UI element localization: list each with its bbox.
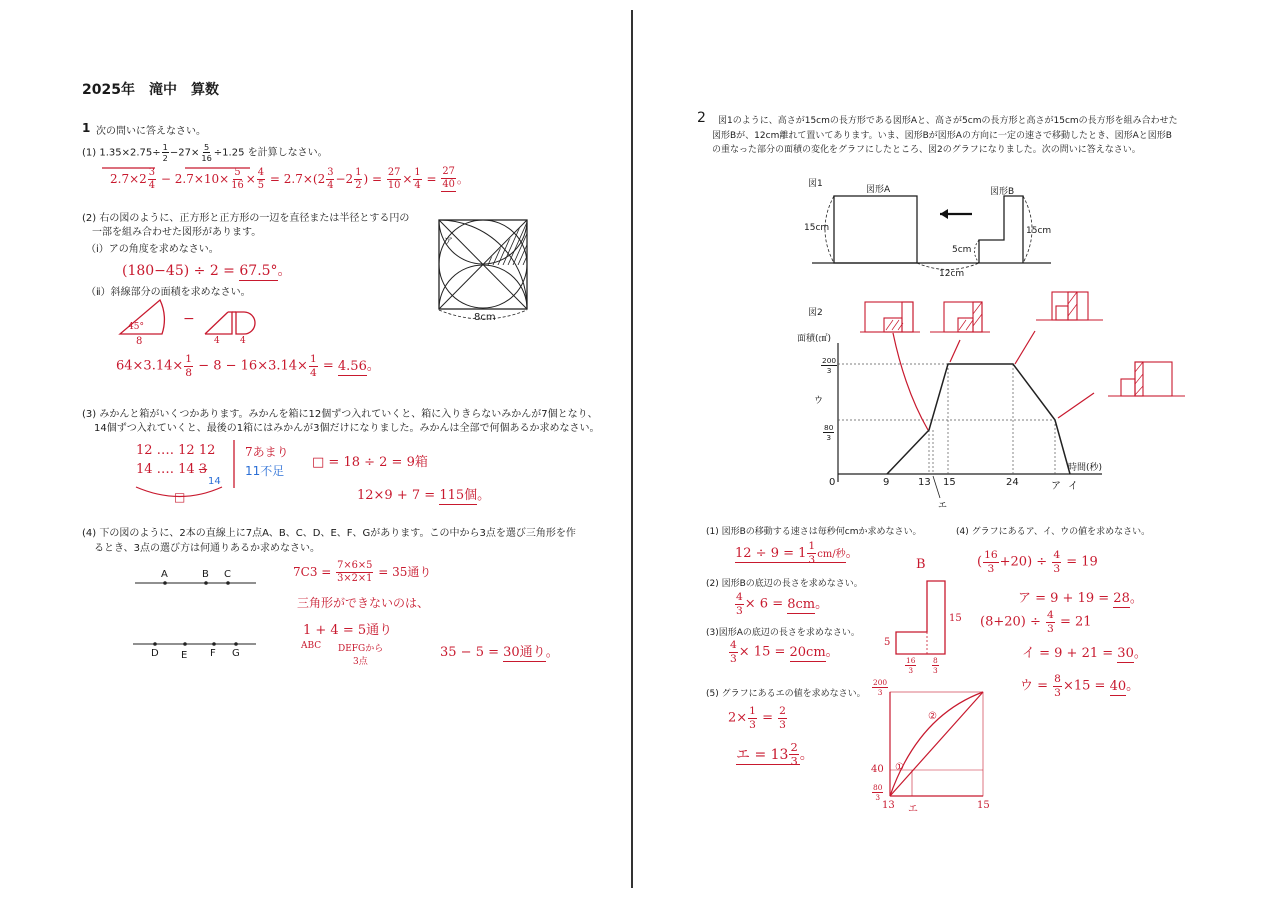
q2-2-work: $\frac{4}{3}$ × 6 = 8cm。 (736, 590, 829, 617)
shape-b-base2: $\frac{8}{3}$ (933, 656, 938, 676)
q1-3-box: □ (174, 490, 186, 504)
q2-3-answer: 20cm (789, 644, 826, 660)
point-a: A (161, 569, 168, 580)
q1-3-row1: 12 ‥‥ 12 12 (136, 443, 216, 458)
q1-2-ii-work: 64×3.14× $\frac{1}{8}$ − 8 − 16×3.14× $\frac{1}{4}$ = 4.56。 (116, 352, 380, 379)
point-c: C (224, 569, 231, 580)
q2-shape-b (0, 0, 1, 1)
q2-5-work1: 2× $\frac{1}{3}$ = $\frac{2}{3}$ (728, 704, 786, 731)
q1-4-line2: るとき、3点の選び方は何通りあるか求めなさい。 (94, 543, 320, 554)
point-g: G (232, 648, 240, 659)
shape-b-h5: 5 (884, 637, 891, 648)
q1-3-answer: 115個 (439, 488, 478, 503)
graph5-y-top: $\frac{200}{3}$ (873, 678, 888, 698)
x-tick-9: 9 (883, 477, 890, 488)
q2-1-question: (1) 図形Bの移動する速さは毎秒何cmか求めなさい。 (706, 527, 922, 537)
point-b: B (202, 569, 209, 580)
graph5-y-40: 40 (871, 764, 884, 775)
q2-4-line1: ( $\frac{16}{3}$ +20) ÷ $\frac{4}{3}$ = 19 (977, 548, 1098, 575)
q2-4-line5: ウ = $\frac{8}{3}$ ×15 = 40。 (1020, 672, 1140, 699)
q1-2-line1: (2) 右の図のように、正方形と正方形の一辺を直径または半径とする円の (82, 213, 410, 224)
figure2-y-hi: $\frac{200}{3}$ (822, 356, 837, 376)
sketch-label-45: 45° (128, 322, 144, 332)
figure1-label-a: 図形A (866, 185, 891, 195)
point-d: D (151, 648, 159, 659)
q1-3-row2-sub: 14 (208, 476, 221, 487)
x-tick-a: ア (1051, 481, 1061, 492)
q2-3-work: $\frac{4}{3}$ × 15 = 20cm。 (730, 638, 839, 665)
q2-5-question: (5) グラフにあるエの値を求めなさい。 (706, 689, 866, 699)
q1-2-line2: 一部を組み合わせた図形があります。 (92, 227, 262, 238)
figure1-title: 図1 (808, 179, 823, 189)
q2-2-question: (2) 図形Bの底辺の長さを求めなさい。 (706, 579, 863, 589)
shape-b-label: B (916, 557, 926, 572)
q2-5-work2: エ = 13 $\frac{2}{3}$ 。 (736, 740, 814, 769)
q1-4-sub-label2: DEFGから (338, 644, 384, 654)
shape-b-base1: $\frac{16}{3}$ (906, 656, 916, 676)
q1-4-line1: (4) 下の図のように、2本の直線上に7点A、B、C、D、E、F、Gがあります。この中から3点を選び三角形を作 (82, 528, 576, 539)
figure1-height-right: 15cm (1026, 226, 1052, 236)
x-tick-13: 13 (918, 477, 931, 488)
q1-4-sub-label1: ABC (301, 641, 322, 651)
figure2-xlabel: 時間(秒) (1068, 463, 1103, 473)
q1-3-calc1: □ = 18 ÷ 2 = 9箱 (312, 455, 428, 470)
q1-4-sub: 1 + 4 = 5通り (303, 623, 393, 638)
figure-dimension: 8cm (474, 312, 496, 323)
q2-4-line2: ア = 9 + 19 = 28。 (1018, 591, 1143, 606)
x-tick-i: イ (1068, 481, 1078, 492)
q1-1-answer: $\frac{27}{40}$ (442, 166, 455, 190)
figure2-y-u: ウ (814, 396, 824, 406)
sketch-label-4a: 4 (214, 336, 220, 346)
q2-text-line3: の重なった部分の面積の変化をグラフにしたところ、図2のグラフになりました。次の問いに答えなさい。 (712, 145, 1141, 155)
q2-4-question: (4) グラフにあるア、イ、ウの値を求めなさい。 (956, 527, 1151, 537)
q1-3-line1: (3) みかんと箱がいくつかあります。みかんを箱に12個ずつ入れていくと、箱に入りきらないみかんが7個となり、 (82, 409, 598, 420)
figure-label-a: ア (444, 237, 454, 247)
graph5-y-bot: $\frac{80}{3}$ (873, 783, 883, 803)
graph5-x-15: 15 (977, 800, 990, 811)
q1-3-note-shortfall: 11不足 (245, 464, 285, 478)
q1-4-final: 35 − 5 = 30通り。 (440, 645, 559, 660)
q2-number: 2 (697, 110, 706, 126)
q2-4-answer-a: 28 (1113, 591, 1130, 606)
q1-3-note-remainder: 7あまり (245, 445, 289, 459)
q1-2-i-work: (180−45) ÷ 2 = 67.5°。 (122, 263, 292, 279)
figure1-height-small: 5cm (952, 245, 972, 255)
page-divider (631, 10, 633, 888)
q1-4-sub-label3: 3点 (353, 657, 368, 667)
sketch-label-4b: 4 (240, 336, 246, 346)
figure1-label-b: 図形B (990, 187, 1015, 197)
q1-4-note: 三角形ができないのは、 (297, 596, 430, 610)
x-tick-0: 0 (829, 477, 836, 488)
q1-1-question: (1) 1.35×2.75÷ $\frac{1}{2}$ −27× $\frac{5}{16}$ ÷1.25 を計算しなさい。 (82, 142, 328, 164)
graph5-x-e: エ (908, 804, 918, 815)
q1-number: 1 (82, 121, 91, 135)
q1-3-row2: 14 ‥‥ 14 3 (136, 462, 208, 477)
point-f: F (210, 648, 216, 659)
q1-3-calc2: 12×9 + 7 = 115個。 (357, 488, 491, 503)
q1-3-line2: 14個ずつ入れていくと、最後の1箱にはみかんが3個だけになりました。みかんは全部で何個あるか求めなさい。 (94, 423, 600, 434)
graph5-x-13: 13 (882, 800, 895, 811)
q2-1-work: 12 ÷ 9 = 1 $\frac{1}{3}$ cm/秒。 (735, 539, 859, 566)
graph5-circle-1: ① (895, 762, 904, 773)
page-title: 2025年 滝中 算数 (82, 82, 219, 98)
q2-2-answer: 8cm (787, 596, 816, 612)
graph5-circle-2: ② (928, 711, 937, 722)
q1-1-work: 2.7×2 $\frac{3}{4}$ − 2.7×10× $\frac{5}{16}$ × $\frac{4}{5}$ = 2.7×(2 $\frac{3}{4}$ −2 $\frac{1}{2}$ ) = $\frac{27}{10}$ × $\frac{1}{4}$ = $\frac{27}{40}$ 。 (110, 166, 469, 191)
q1-1-label: (1) (82, 147, 97, 159)
sketch-label-8: 8 (136, 336, 143, 347)
q1-2-i-answer: 67.5° (239, 263, 278, 279)
q2-4-answer-i: 30 (1117, 646, 1134, 661)
figure1-gap: 12cm (939, 269, 965, 279)
q2-4-answer-u: 40 (1109, 678, 1127, 694)
shape-b-h15: 15 (949, 613, 962, 624)
sketch-minus: − (183, 311, 195, 327)
q1-intro: 次の問いに答えなさい。 (96, 126, 206, 137)
q2-3-question: (3)図形Aの底辺の長さを求めなさい。 (706, 628, 860, 638)
figure2-y-lo: $\frac{80}{3}$ (824, 423, 834, 443)
figure1-height-left: 15cm (804, 223, 830, 233)
figure2-title: 図2 (808, 308, 823, 318)
point-e: E (181, 650, 188, 661)
x-tick-e: エ (938, 501, 948, 511)
x-tick-15: 15 (943, 477, 956, 488)
q1-2-ii-answer: 4.56 (337, 358, 367, 374)
q1-4-answer: 30通り (503, 645, 546, 660)
figure2-ylabel: 面積(㎠) (797, 334, 832, 344)
q2-4-line4: イ = 9 + 21 = 30。 (1022, 646, 1147, 661)
q1-4-comb: 7C3 = $\frac{7\times 6\times 5}{3\times 2\times 1}$ = 35通り (293, 560, 432, 584)
q2-4-line3: (8+20) ÷ $\frac{4}{3}$ = 21 (980, 608, 1092, 635)
x-tick-24: 24 (1006, 477, 1019, 488)
q2-text-line2: 図形Bが、12cm離れて置いてあります。いま、図形Bが図形Aの方向に一定の速さで移動したとき、図形Aと図形B (712, 131, 1172, 141)
q2-text-line1: 図1のように、高さが15cmの長方形である図形Aと、高さが5cmの長方形と高さが15cmの長方形を組み合わせた (718, 116, 1178, 126)
q1-2-i-label: （ⅰ）アの角度を求めなさい。 (86, 244, 219, 255)
q1-2-ii-label: （ⅱ）斜線部分の面積を求めなさい。 (86, 287, 251, 298)
